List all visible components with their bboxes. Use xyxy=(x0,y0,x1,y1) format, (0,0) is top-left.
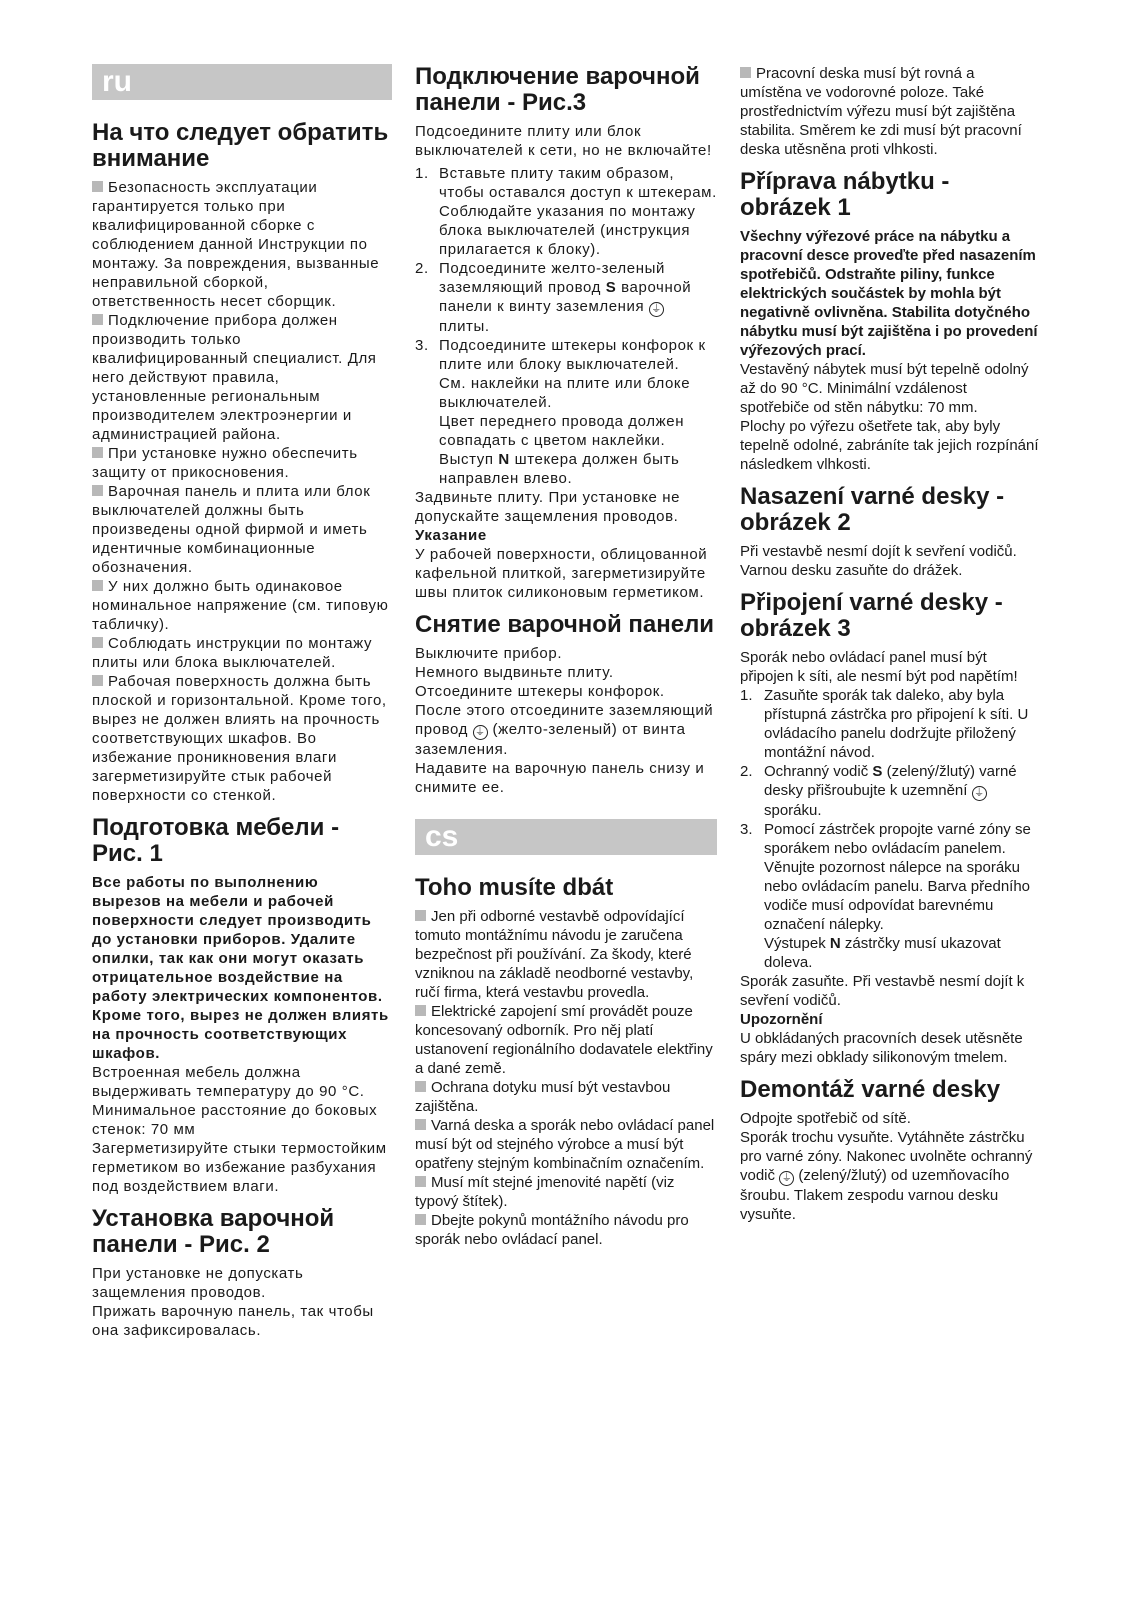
bullet-square-icon xyxy=(415,1081,426,1092)
heading-install-cs: Nasazení varné desky - obrázek 2 xyxy=(740,483,1005,536)
bullet-square-icon xyxy=(92,314,103,325)
attention-item: Соблюдать инструкции по монтажу плиты или блока выключателей. xyxy=(92,635,373,671)
list-item: 2. Подсоедините желто-зеленый заземляющий провод S варочной панели к винту заземления ⏚ плиты. xyxy=(415,260,692,335)
attention-item: Безопасность эксплуатации гарантируется только при квалифицированной сборке с соблюдением данной Инструкции по монтажу. За повреждения, вызванные неправильной сборкой, ответственность несет сборщик. xyxy=(92,179,380,310)
attention-item: Musí mít stejné jmenovité napětí (viz typový štítek). xyxy=(415,1174,675,1210)
connection-steps xyxy=(415,164,717,488)
bullet-square-icon xyxy=(415,1119,426,1130)
removal-text: Надавите на варочную панель снизу и снимите ее. xyxy=(415,760,705,796)
ground-symbol-icon: ⏚ xyxy=(649,302,664,317)
column-2 xyxy=(415,64,717,1249)
heading-connection: Подключение варочной панели - Рис.3 xyxy=(415,63,700,116)
attention-item: Варочная панель и плита или блок выключателей должны быть произведены одной фирмой и иметь идентичные комбинационные обозначения. xyxy=(92,483,371,576)
bullet-square-icon xyxy=(92,485,103,496)
bullet-square-icon xyxy=(415,1005,426,1016)
connection-intro: Подсоедините плиту или блок выключателей к сети, но не включайте! xyxy=(415,123,712,159)
language-bar-cs xyxy=(415,819,717,855)
bullet-square-icon xyxy=(415,1214,426,1225)
removal-text: Odpojte spotřebič od sítě. xyxy=(740,1110,911,1127)
heading-attention-cs: Toho musíte dbát xyxy=(415,874,614,901)
heading-removal-cs: Demontáž varné desky xyxy=(740,1076,1001,1103)
install-text: При установке не допускать защемления проводов. xyxy=(92,1265,304,1301)
ground-symbol-icon: ⏚ xyxy=(779,1171,794,1186)
attention-item: Подключение прибора должен производить только квалифицированный специалист. Для него действуют правила, установленные региональным производителем электроэнергии и администрацией района. xyxy=(92,312,377,443)
prep-text: Загерметизируйте стыки термостойким герметиком во избежание разбухания под воздействием влаги. xyxy=(92,1140,387,1195)
list-item: 3. Подсоедините штекеры конфорок к плите или блоку выключателей. См. наклейки на плите или блоке выключателей. Цвет переднего провода должен совпадать с цветом наклейки. Выступ N штекера должен быть направлен влево. xyxy=(415,337,706,487)
heading-attention: На что следует обратить внимание xyxy=(92,119,389,172)
language-code: cs xyxy=(425,820,459,853)
bullet-square-icon xyxy=(92,637,103,648)
removal-text: Отсоедините штекеры конфорок. xyxy=(415,683,665,700)
column-1 xyxy=(92,64,392,1340)
prep-text: Plochy po výřezu ošetřete tak, aby byly tepelně odolné, zabráníte tak jejich rozpínání následkem vlhkosti. xyxy=(740,418,1039,473)
note-text: У рабочей поверхности, облицованной кафельной плиткой, загерметизируйте швы плиток силиконовым герметиком. xyxy=(415,546,708,601)
attention-item: Ochrana dotyku musí být vestavbou zajištěna. xyxy=(415,1079,671,1115)
note-text: U obkládaných pracovních desek utěsněte spáry mezi obklady silikonovým tmelem. xyxy=(740,1030,1023,1066)
language-bar-ru xyxy=(92,64,392,100)
bullet-square-icon xyxy=(415,910,426,921)
list-item: 1. Zasuňte sporák tak daleko, aby byla přístupná zástrčka pro připojení k síti. U ovládacího panelu dodržujte přiložený montážní návod. xyxy=(740,687,1029,761)
bullet-square-icon xyxy=(740,67,751,78)
note-label: Указание xyxy=(415,527,487,544)
attention-item: Jen při odborné vestavbě odpovídající tomuto montážnímu návodu je zaručena bezpečnost při používání. Za škody, které vzniknou na základě neodborné vestavby, ručí firma, která vestavbu provedla. xyxy=(415,908,694,1001)
bullet-square-icon xyxy=(92,181,103,192)
bullet-square-icon xyxy=(92,447,103,458)
bullet-square-icon xyxy=(92,675,103,686)
heading-removal: Снятие варочной панели xyxy=(415,611,715,638)
attention-item: Рабочая поверхность должна быть плоской и горизонтальной. Кроме того, вырез не должен влиять на прочность соответствующих шкафов. Во избежание проникновения влаги загерметизируйте стык рабочей поверхности со стенкой. xyxy=(92,673,387,804)
heading-connection-cs: Připojení varné desky - obrázek 3 xyxy=(740,589,1003,642)
note-label: Upozornění xyxy=(740,1011,823,1028)
prep-text: Встроенная мебель должна выдерживать температуру до 90 °C. Минимальное расстояние до боковых стенок: 70 мм xyxy=(92,1064,378,1138)
list-item: 3. Pomocí zástrček propojte varné zóny se sporákem nebo ovládacím panelem. Věnujte pozornost nálepce na sporáku nebo ovládacím panelu. Barva předního vodiče musí odpovídat barevnému označení nálepky. Výstupek N zástrčky musí ukazovat doleva. xyxy=(740,821,1031,971)
install-text: Při vestavbě nesmí dojít k sevření vodičů. xyxy=(740,543,1017,560)
bullet-square-icon xyxy=(92,580,103,591)
ground-symbol-icon: ⏚ xyxy=(473,725,488,740)
install-text: Прижать варочную панель, так чтобы она зафиксировалась. xyxy=(92,1303,374,1339)
attention-item: Dbejte pokynů montážního návodu pro sporák nebo ovládací panel. xyxy=(415,1212,689,1248)
attention-item: При установке нужно обеспечить защиту от прикосновения. xyxy=(92,445,358,481)
removal-text: Sporák trochu vysuňte. Vytáhněte zástrčku pro varné zóny. Nakonec uvolněte ochranný vodič ⏚ (zelený/žlutý) od uzemňovacího šroubu. Tlakem zespodu varnou desku vysuňte. xyxy=(740,1129,1033,1223)
connection-after: Задвиньте плиту. При установке не допускайте защемления проводов. xyxy=(415,489,681,525)
attention-item: Elektrické zapojení smí provádět pouze koncesovaný odborník. Pro něj platí ustanovení regionálního dodavatele elektřiny a dané země. xyxy=(415,1003,713,1077)
removal-text: Немного выдвиньте плиту. xyxy=(415,664,614,681)
heading-install: Установка варочной панели - Рис. 2 xyxy=(92,1205,335,1258)
prep-bold-text: Všechny výřezové práce na nábytku a pracovní desce proveďte před nasazením spotřebičů. Odstraňte piliny, funkce elektrických součástek by mohla být negativně ovlivněna. Stabilita dotyčného nábytku musí být zajištěna i po provedení výřezových prací. xyxy=(740,228,1038,359)
column-3 xyxy=(740,64,1040,1224)
attention-item: Varná deska a sporák nebo ovládací panel musí být od stejného výrobce a musí být opatřeny stejným kombinačním označením. xyxy=(415,1117,715,1172)
prep-text: Vestavěný nábytek musí být tepelně odolný až do 90 °C. Minimální vzdálenost spotřebiče od stěn nábytku: 70 mm. xyxy=(740,361,1029,416)
connection-steps xyxy=(740,686,1040,972)
list-item: 2. Ochranný vodič S (zelený/žlutý) varné desky přišroubujte k uzemnění ⏚ sporáku. xyxy=(740,763,1017,819)
bullet-square-icon xyxy=(415,1176,426,1187)
removal-text: После этого отсоедините заземляющий провод ⏚ (желто-зеленый) от винта заземления. xyxy=(415,702,714,758)
removal-text: Выключите прибор. xyxy=(415,645,563,662)
heading-furniture-prep: Подготовка мебели - Рис. 1 xyxy=(92,814,340,867)
attention-item: У них должно быть одинаковое номинальное напряжение (см. типовую табличку). xyxy=(92,578,389,633)
ground-symbol-icon: ⏚ xyxy=(972,786,987,801)
language-code: ru xyxy=(102,65,132,98)
heading-furniture-prep-cs: Příprava nábytku - obrázek 1 xyxy=(740,168,950,221)
connection-after: Sporák zasuňte. Při vestavbě nesmí dojít k sevření vodičů. xyxy=(740,973,1025,1009)
connection-intro: Sporák nebo ovládací panel musí být připojen k síti, ale nesmí být pod napětím! xyxy=(740,649,1018,685)
attention-item: Pracovní deska musí být rovná a umístěna ve vodorovné poloze. Také prostřednictvím výřezu musí být zajištěna stabilita. Směrem ke zdi musí být pracovní deska utěsněna proti vlhkosti. xyxy=(740,65,1022,158)
install-text: Varnou desku zasuňte do drážek. xyxy=(740,562,963,579)
list-item: 1. Вставьте плиту таким образом, чтобы оставался доступ к штекерам. Соблюдайте указания по монтажу блока выключателей (инструкция прилагается к блоку). xyxy=(415,165,717,258)
prep-bold-text: Все работы по выполнению вырезов на мебели и рабочей поверхности следует производить до установки приборов. Удалите опилки, так как они могут оказать отрицательное воздействие на работу электрических компонентов. Кроме того, вырез не должен влиять на прочность соответствующих шкафов. xyxy=(92,874,389,1062)
